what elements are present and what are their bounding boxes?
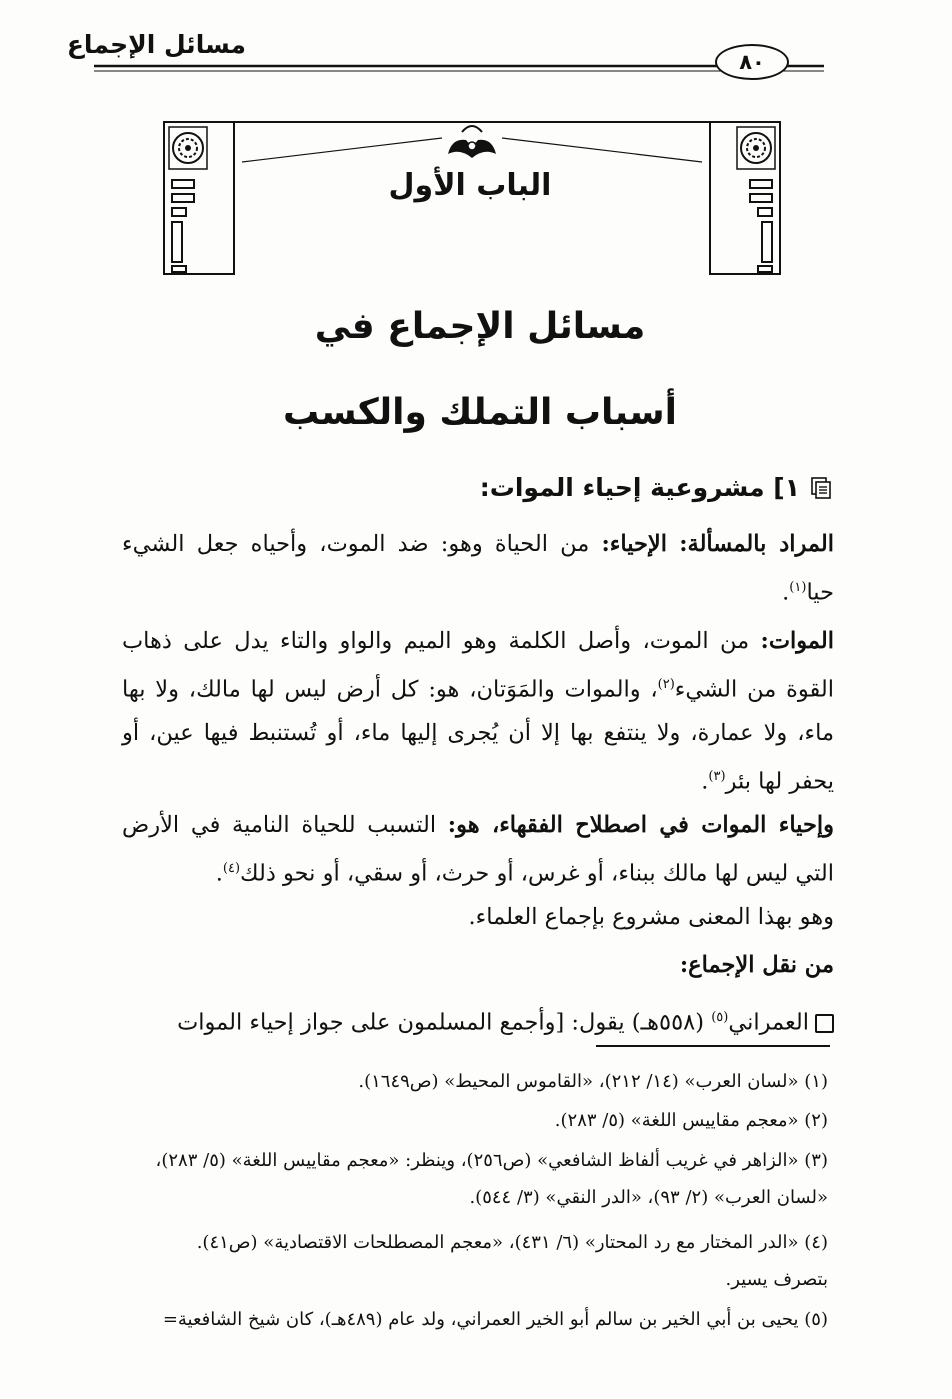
punctuation: . xyxy=(701,768,709,794)
footnote-3-cont: «لسان العرب» (٢/ ٩٣)، «الدر النقي» (٣/ ٥٤٤). xyxy=(469,1187,828,1208)
paragraph-text: (٥٥٨هـ) يقول: [وأجمع المسلمون على جواز إحياء الموات xyxy=(177,1009,712,1036)
footnote-ref: (٥) xyxy=(711,1010,729,1025)
footnote-4: (٤) «الدر المختار مع رد المحتار» (٦/ ٤٣١)، «معجم المصطلحات الاقتصادية» (ص٤١). xyxy=(196,1232,828,1253)
paragraph-text: من الحياة وهو: ضد الموت، وأحياه جعل الشيء حيا xyxy=(122,531,834,606)
paragraph-text: التسبب للحياة النامية في الأرض التي ليس لها مالك ببناء، أو غرس، أو حرث، أو سقي، أو نحو ذلك xyxy=(122,812,834,887)
main-title-line1: مسائل الإجماع في xyxy=(314,306,646,347)
crown-ornament-icon xyxy=(448,126,496,158)
paragraph-quote xyxy=(122,996,834,1045)
main-title-line2: أسباب التملك والكسب xyxy=(282,392,677,433)
term-label: الموات: xyxy=(760,628,834,654)
checkbox-icon xyxy=(815,1014,834,1033)
footnote-3: (٣) «الزاهر في غريب ألفاظ الشافعي» (ص٢٥٦)، وينظر: «معجم مقاييس اللغة» (٥/ ٢٨٣)، xyxy=(155,1150,828,1171)
footnote-5: (٥) يحيى بن أبي الخير بن سالم أبو الخير العمراني، ولد عام (٤٨٩هـ)، كان شيخ الشافعية= xyxy=(162,1309,828,1330)
footnote-1: (١) «لسان العرب» (١٤/ ٢١٢)، «القاموس المحيط» (ص١٦٤٩). xyxy=(358,1071,828,1092)
chapter-title: الباب الأول xyxy=(388,168,552,203)
paragraph-mawat xyxy=(122,620,834,803)
section-heading-text: ١] مشروعية إحياء الموات: xyxy=(479,473,800,502)
term-label: وإحياء الموات في اصطلاح الفقهاء، هو: xyxy=(447,812,834,838)
documents-icon xyxy=(810,476,834,500)
paragraph-fiqh-definition xyxy=(122,804,834,896)
paragraph-text: من الموت، وأصل الكلمة وهو الميم والواو والتاء يدل على ذهاب القوة من الشيء xyxy=(122,628,834,703)
term-label: المراد بالمسألة: xyxy=(679,531,834,557)
footnote-separator xyxy=(596,1045,830,1047)
punctuation: . xyxy=(782,579,790,606)
paragraph-text: العمراني xyxy=(728,1009,809,1036)
footnote-2: (٢) «معجم مقاييس اللغة» (٥/ ٢٨٣). xyxy=(554,1110,828,1131)
footnote-ref: (١) xyxy=(789,580,807,595)
paragraph-consensus xyxy=(122,896,834,939)
footnote-ref: (٣) xyxy=(708,768,726,784)
paragraph-text: ، والموات والمَوَتان، هو: كل أرض ليس لها مالك، ولا بها ماء، ولا عمارة، ولا ينتفع بها إلا أن يُجرى إليها ماء، أو تُستنبط فيها عين، أو يحفر لها بئر xyxy=(122,676,834,794)
punctuation: . xyxy=(215,860,223,887)
paragraph-text: وهو بهذا المعنى مشروع بإجماع العلماء. xyxy=(468,904,834,930)
footnote-ref: (٤) xyxy=(222,861,241,876)
subheading-transmitters xyxy=(122,944,834,987)
running-title: مسائل الإجماع xyxy=(66,30,246,59)
section-heading xyxy=(114,473,834,502)
footnote-4-cont: بتصرف يسير. xyxy=(725,1269,828,1290)
rosette-left-icon xyxy=(173,133,203,163)
term-label: الإحياء: xyxy=(601,531,668,557)
page-number: ٨٠ xyxy=(715,44,789,80)
footnote-ref: (٢) xyxy=(657,677,675,692)
paragraph-definition xyxy=(122,523,834,615)
subheading-text: من نقل الإجماع: xyxy=(679,952,834,978)
rosette-right-icon xyxy=(741,133,771,163)
